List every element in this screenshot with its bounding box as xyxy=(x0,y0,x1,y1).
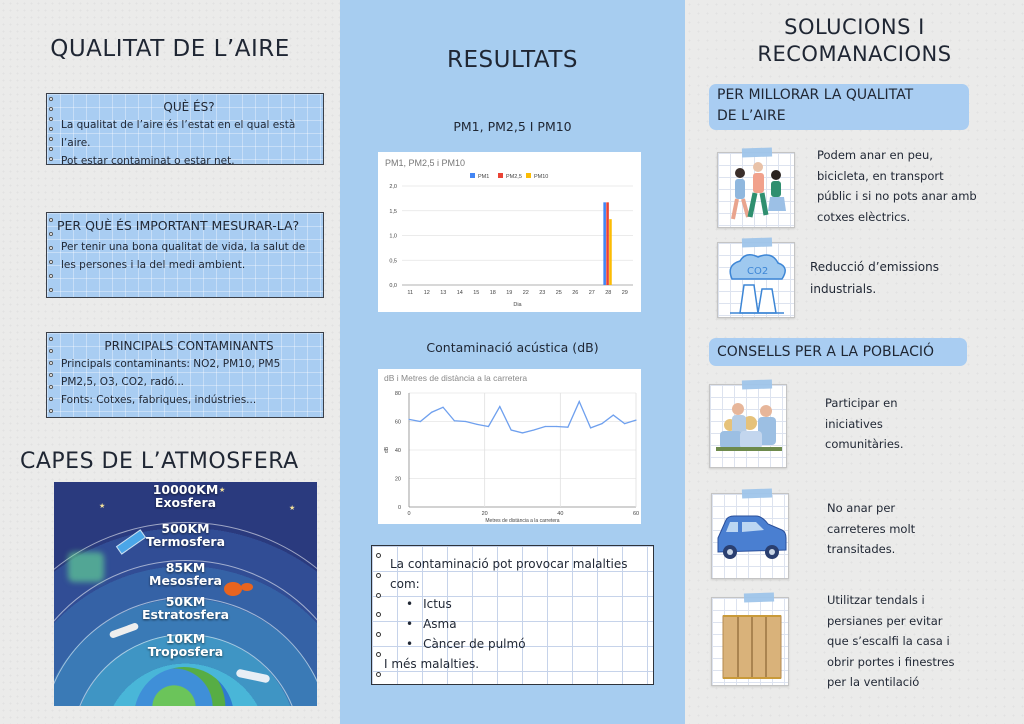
data-point xyxy=(533,429,534,430)
atmosphere-layers-title: CAPES DE L’ATMOSFERA xyxy=(20,449,299,474)
atmosphere-layers-illustration: ★ ★ ★ 10000KM Exosfera 500KM Termosfera 85KM Mesosfera 50KM Estratosfera 10KM Troposfera xyxy=(54,482,317,706)
tip-community-initiatives xyxy=(825,393,904,455)
x-tick-label: 27 xyxy=(588,290,595,296)
y-tick-label: 20 xyxy=(394,476,401,483)
legend-label: PM2,5 xyxy=(506,174,522,180)
window-blind-icon xyxy=(711,597,789,686)
tip-line: No anar per xyxy=(827,501,896,515)
tip-blinds-ventilation xyxy=(827,590,954,693)
data-point xyxy=(431,412,432,413)
x-tick-label: 22 xyxy=(522,290,529,296)
layer-troposphere: 10KM Troposfera xyxy=(147,631,224,659)
pm-chart-subtitle: PM1, PM2,5 I PM10 xyxy=(453,119,572,134)
co2-label: CO2 xyxy=(747,266,769,277)
y-tick-label: 80 xyxy=(394,391,401,397)
x-tick-label: 20 xyxy=(481,511,488,517)
tip-line: Reducció d’emissions xyxy=(810,260,939,274)
bar-pm10 xyxy=(609,219,612,285)
noise-line-chart-svg xyxy=(378,369,641,524)
card-title: PRINCIPALS CONTAMINANTS xyxy=(104,339,274,353)
tip-avoid-busy-roads xyxy=(827,498,915,560)
data-point xyxy=(442,407,443,408)
x-tick-label: 60 xyxy=(632,511,640,517)
tip-line: Utilitzar tendals i xyxy=(827,593,925,607)
tape-icon xyxy=(742,488,772,498)
x-axis-label: Dia xyxy=(513,302,522,308)
card-line: PM2,5, O3, CO2, radó... xyxy=(61,376,185,388)
tip-line: cotxes elèctrics. xyxy=(817,209,911,224)
x-tick-label: 23 xyxy=(539,290,546,296)
y-tick-label: 2,0 xyxy=(389,184,397,190)
car-icon xyxy=(711,493,789,579)
tip-reduce-emissions xyxy=(810,256,939,300)
solutions-title-line: SOLUCIONS I xyxy=(784,15,925,39)
pm-bar-chart-svg xyxy=(378,152,641,312)
notebook-rings-icon xyxy=(376,546,383,684)
legend-label: PM10 xyxy=(534,174,549,180)
tip-line: comunitàries. xyxy=(825,437,904,451)
notebook-rings-icon xyxy=(49,94,55,164)
x-tick-label: 28 xyxy=(605,290,612,296)
data-point xyxy=(601,423,602,424)
x-tick-label: 14 xyxy=(456,290,463,296)
data-point xyxy=(635,419,636,420)
y-tick-label: 0,0 xyxy=(389,283,397,289)
air-quality-title: QUALITAT DE L’AIRE xyxy=(50,36,290,62)
y-tick-label: 60 xyxy=(394,419,401,426)
tip-line: que s’escalfi la casa i xyxy=(827,634,950,648)
x-tick-label: 11 xyxy=(407,290,414,296)
data-point xyxy=(465,421,466,422)
tip-line: transitades. xyxy=(827,542,896,556)
tip-active-transport xyxy=(817,145,977,227)
data-point xyxy=(556,426,557,427)
data-point xyxy=(522,432,523,433)
disease-item: • Asma xyxy=(406,614,645,634)
tip-line: bicicleta, en transport xyxy=(817,168,944,183)
data-point xyxy=(511,429,512,430)
tape-icon xyxy=(744,592,774,602)
noise-chart-subtitle: Contaminació acústica (dB) xyxy=(426,340,599,355)
layer-thermosphere: 500KM Termosfera xyxy=(145,521,226,549)
right-panel xyxy=(685,0,1024,724)
data-point xyxy=(488,426,489,427)
card-line: Principals contaminants: NO2, PM10, PM5 xyxy=(61,358,281,370)
data-point xyxy=(590,427,591,428)
data-point xyxy=(624,423,625,424)
solutions-title xyxy=(685,14,1024,68)
tip-line: industrials. xyxy=(810,282,877,296)
y-tick-label: 1,0 xyxy=(389,233,397,240)
chart-title: dB i Metres de distància a la carretera xyxy=(384,373,528,383)
x-tick-label: 40 xyxy=(557,511,564,517)
x-tick-label: 29 xyxy=(621,290,628,296)
card-main-pollutants xyxy=(46,332,324,418)
pm-bar-chart xyxy=(378,152,641,312)
legend-swatch xyxy=(526,173,531,178)
card-line: Per tenir una bona qualitat de vida, la salut de xyxy=(61,241,306,253)
card-line: La qualitat de l’aire és l’estat en el qual està xyxy=(61,119,296,131)
y-axis-label: dB xyxy=(384,446,390,454)
layer-exosphere: 10000KM Exosfera xyxy=(152,482,219,510)
data-point xyxy=(613,414,614,415)
x-tick-label: 12 xyxy=(423,290,430,296)
bar-pm25 xyxy=(606,202,609,285)
y-tick-label: 0 xyxy=(397,505,401,511)
data-point xyxy=(499,406,500,407)
notebook-rings-icon xyxy=(49,333,55,417)
card-line: Fonts: Cotxes, fabriques, indústries... xyxy=(61,394,257,406)
x-tick-label: 18 xyxy=(489,290,496,296)
x-axis-label: Metres de distància a la carretera xyxy=(485,518,560,524)
tip-line: Participar en xyxy=(825,396,898,410)
notebook-rings-icon xyxy=(49,213,55,297)
diseases-note xyxy=(371,545,654,685)
x-tick-label: 19 xyxy=(506,290,513,296)
data-point xyxy=(420,421,421,422)
x-tick-label: 25 xyxy=(555,290,562,296)
tape-icon xyxy=(742,147,772,157)
chart-title: PM1, PM2,5 i PM10 xyxy=(385,158,466,168)
legend-label: PM1 xyxy=(478,174,490,180)
note-outro: I més malalties. xyxy=(384,657,480,671)
legend-swatch xyxy=(470,173,475,178)
tip-line: per la ventilació xyxy=(827,675,920,689)
factory-co2-icon xyxy=(717,242,795,318)
disease-item: • Ictus xyxy=(406,594,645,614)
data-point xyxy=(567,427,568,428)
y-tick-label: 40 xyxy=(394,448,401,454)
section-heading-line: DE L’AIRE xyxy=(717,108,786,124)
data-point xyxy=(408,419,409,420)
left-panel xyxy=(0,0,340,724)
tip-line: Podem anar en peu, xyxy=(817,148,933,162)
card-what-is xyxy=(46,93,324,165)
tape-icon xyxy=(742,379,772,389)
tip-line: iniciatives xyxy=(825,416,883,431)
data-point xyxy=(579,401,580,402)
x-tick-label: 13 xyxy=(440,290,447,296)
walking-people-icon xyxy=(717,152,795,228)
layer-mesosphere: 85KM Mesosfera xyxy=(149,560,222,588)
solutions-title-line: RECOMANACIONS xyxy=(757,42,952,66)
legend-swatch xyxy=(498,173,503,178)
tape-icon xyxy=(742,237,772,247)
note-intro: La contaminació pot provocar malalties com: xyxy=(390,557,628,591)
data-point xyxy=(454,420,455,421)
card-line: Pot estar contaminat o estar net. xyxy=(61,155,235,167)
bar-pm1 xyxy=(603,202,606,285)
card-line: l’aire. xyxy=(61,137,91,149)
tip-line: carreteres molt xyxy=(827,521,916,536)
data-point xyxy=(477,424,478,425)
noise-line-chart xyxy=(378,369,641,524)
tip-line: públic i si no pots anar amb xyxy=(817,189,977,203)
x-tick-label: 0 xyxy=(407,511,411,517)
section-population-advice: CONSELLS PER A LA POBLACIÓ xyxy=(709,338,967,366)
section-improve-air xyxy=(709,84,969,130)
layer-stratosphere: 50KM Estratosfera xyxy=(141,594,230,622)
disease-list xyxy=(390,594,645,654)
y-tick-label: 1,5 xyxy=(389,208,397,215)
card-why-measure xyxy=(46,212,324,298)
community-group-icon xyxy=(709,384,787,468)
disease-item: • Càncer de pulmó xyxy=(406,634,645,654)
tip-line: persianes per evitar xyxy=(827,613,943,628)
results-title: RESULTATS xyxy=(447,47,578,73)
tip-line: obrir portes i finestres xyxy=(827,654,955,669)
series-line-db xyxy=(409,402,636,433)
card-line: les persones i la del medi ambient. xyxy=(61,259,246,271)
y-tick-label: 0,5 xyxy=(389,258,397,265)
x-tick-label: 15 xyxy=(473,290,480,296)
card-title: PER QUÈ ÉS IMPORTANT MESURAR-LA? xyxy=(57,218,300,233)
data-point xyxy=(545,426,546,427)
x-tick-label: 26 xyxy=(572,290,579,296)
section-heading-line: PER MILLORAR LA QUALITAT xyxy=(717,87,914,103)
card-title: QUÈ ÉS? xyxy=(163,100,215,114)
